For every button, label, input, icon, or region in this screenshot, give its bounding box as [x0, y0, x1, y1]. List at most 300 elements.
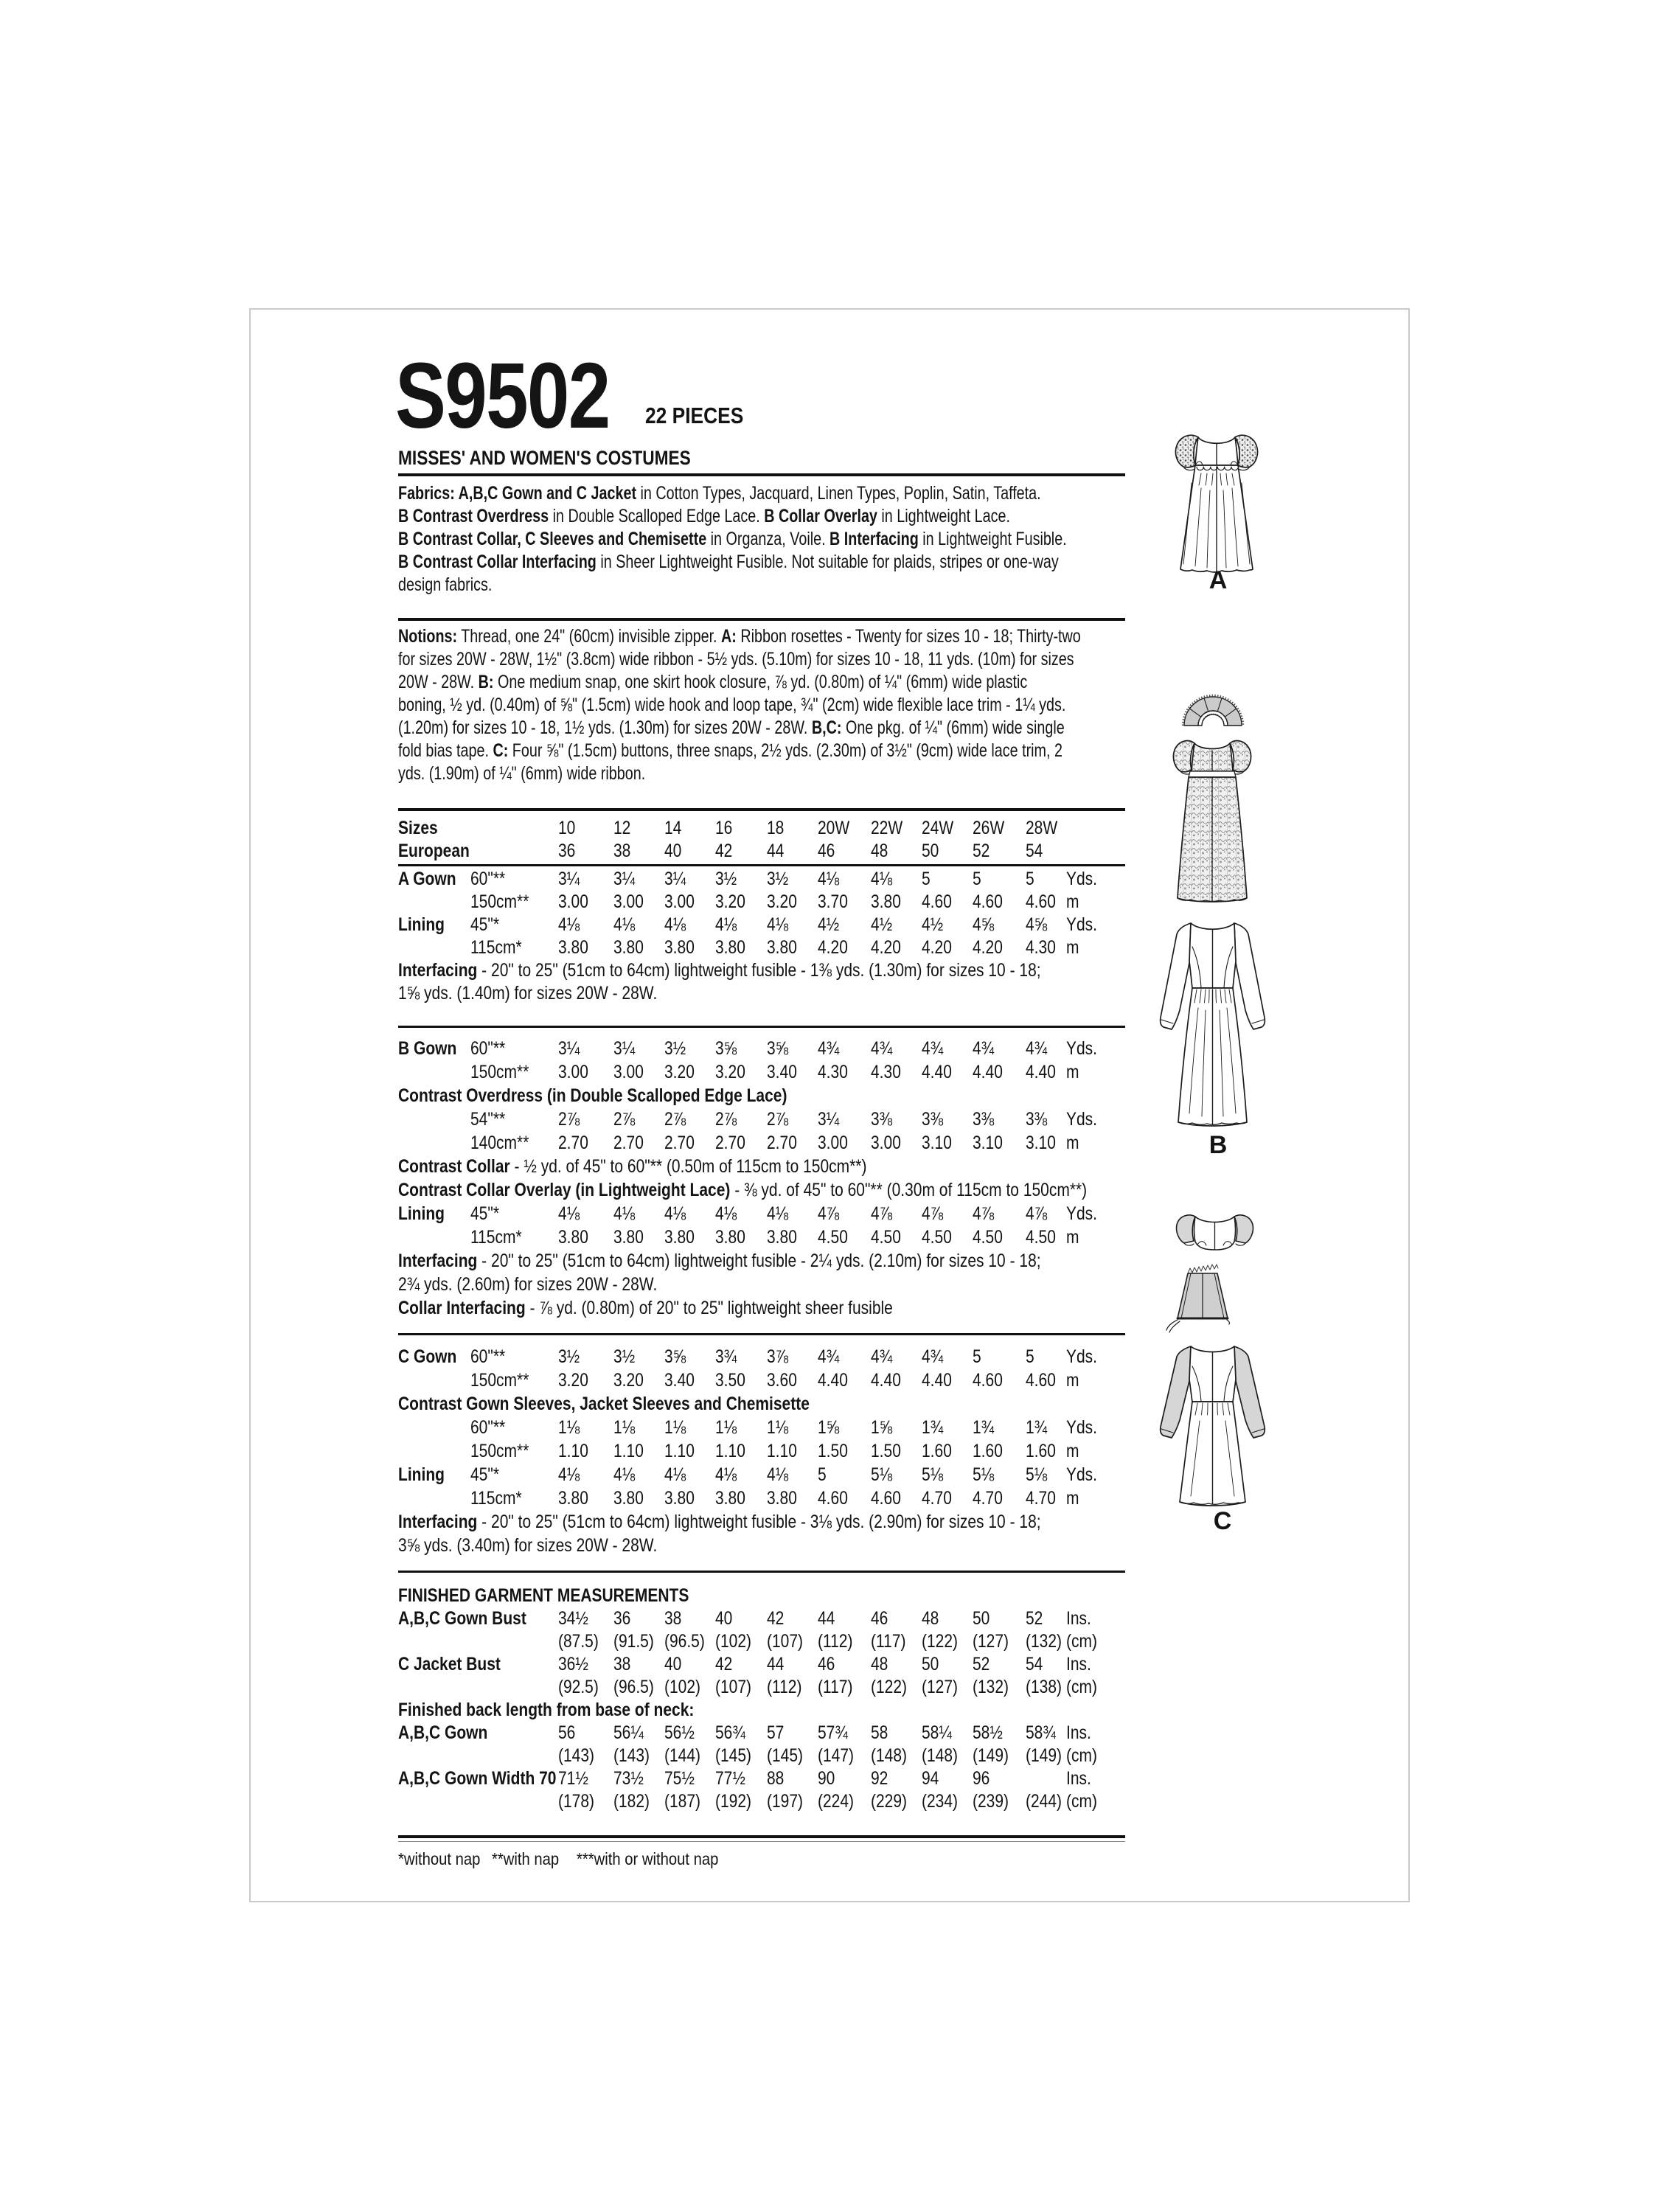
yardage-value: 4.60: [818, 1488, 848, 1509]
row-label: A,B,C Gown Width 70: [398, 1768, 557, 1789]
yardage-value: 4.20: [922, 937, 952, 958]
text-segment: - 20" to 25" (51cm to 64cm) lightweight fusible - 2¼ yds. (2.10m) for sizes 10 - 18;: [477, 1251, 1041, 1271]
table-note: [398, 1249, 1041, 1273]
yardage-value: 3⅞: [767, 1346, 789, 1367]
table-heading-row: [398, 1699, 1128, 1722]
divider: [398, 1571, 1125, 1573]
yardage-value: 4⅞: [871, 1203, 893, 1224]
yardage-value: (192): [715, 1791, 752, 1812]
yardage-value: 4⅞: [1026, 1203, 1048, 1224]
yardage-value: 3.50: [715, 1370, 745, 1391]
yardage-value: (107): [715, 1677, 752, 1697]
table-note: [398, 1178, 1088, 1202]
yardage-row: [398, 1463, 1128, 1486]
pieces-count: 22 PIECES: [645, 403, 744, 428]
yardage-value: 5: [818, 1464, 827, 1485]
unit-label: (cm): [1066, 1631, 1097, 1652]
unit-label: m: [1066, 1133, 1079, 1153]
yardage-value: 36½: [558, 1654, 588, 1674]
yardage-value: 4.40: [818, 1370, 848, 1391]
yardage-value: (182): [613, 1791, 650, 1812]
unit-label: Yds.: [1066, 869, 1098, 889]
yardage-value: 46: [818, 841, 835, 861]
text-segment: B Contrast Overdress: [398, 506, 549, 526]
yardage-value: (92.5): [558, 1677, 599, 1697]
yardage-value: 46: [871, 1608, 888, 1629]
yardage-section-a: [398, 868, 1128, 1005]
yardage-value: (87.5): [558, 1631, 599, 1652]
yardage-value: (122): [922, 1631, 959, 1652]
text-segment: for sizes 20W - 28W, 1½" (3.8cm) wide ribbon - 5½ yds. (5.10m) for sizes 10 - 18, 11 yds. (10m) for sizes: [398, 649, 1074, 669]
unit-label: m: [1066, 1370, 1079, 1391]
paragraph-line: [398, 648, 1081, 671]
yardage-row: [398, 1368, 1128, 1392]
yardage-value: 3.40: [664, 1370, 695, 1391]
yardage-value: 5⅛: [1026, 1464, 1048, 1485]
text-segment: A:: [721, 626, 737, 647]
illustration-contrast-collar-b: [1181, 691, 1245, 729]
table-note: [398, 982, 1009, 1005]
yardage-value: 90: [818, 1768, 835, 1789]
yardage-value: 4.30: [1026, 937, 1056, 958]
divider: [398, 1026, 1125, 1028]
text-segment: One pkg. of ¼" (6mm) wide single: [841, 717, 1065, 738]
yardage-value: (197): [767, 1791, 804, 1812]
text-segment: Interfacing: [398, 960, 478, 981]
yardage-value: 58: [871, 1722, 888, 1743]
yardage-value: (143): [613, 1745, 650, 1766]
yardage-value: 3.20: [613, 1370, 644, 1391]
yardage-value: 4.60: [973, 1370, 1003, 1391]
yardage-value: 71½: [558, 1768, 588, 1789]
yardage-value: 3½: [767, 869, 789, 889]
yardage-value: (229): [871, 1791, 908, 1812]
yardage-value: 48: [871, 1654, 888, 1674]
text-segment: Thread, one 24" (60cm) invisible zipper.: [457, 626, 722, 647]
illustration-gown-b-back-view: [1155, 916, 1270, 1130]
yardage-value: 36: [558, 841, 576, 861]
yardage-value: 4⅛: [664, 914, 686, 935]
yardage-value: 1.60: [1026, 1441, 1056, 1461]
yardage-value: 3.00: [558, 891, 588, 912]
yardage-value: 58½: [973, 1722, 1003, 1743]
yardage-value: (91.5): [613, 1631, 654, 1652]
yardage-value: 3.20: [715, 891, 745, 912]
yardage-value: 4⅛: [767, 914, 789, 935]
paragraph-line: [398, 740, 1081, 762]
yardage-value: 52: [973, 1654, 990, 1674]
yardage-value: (144): [664, 1745, 701, 1766]
yardage-value: 56: [558, 1722, 576, 1743]
yardage-value: 28W: [1026, 818, 1058, 838]
text-segment: Ribbon rosettes - Twenty for sizes 10 - 18; Thirty-two: [736, 626, 1081, 647]
yardage-value: 5⅛: [973, 1464, 995, 1485]
yardage-value: 4½: [871, 914, 893, 935]
paragraph-line: [398, 717, 1081, 740]
width-label: 150cm**: [470, 1370, 529, 1391]
text-segment: 20W - 28W.: [398, 672, 479, 692]
text-segment: B Contrast Collar Interfacing: [398, 552, 597, 572]
width-label: 60"**: [470, 1038, 506, 1059]
yardage-value: 96: [973, 1768, 990, 1789]
yardage-value: 1⅛: [613, 1417, 636, 1438]
yardage-row: [398, 840, 1128, 863]
yardage-value: 5: [922, 869, 931, 889]
yardage-value: (149): [1026, 1745, 1062, 1766]
yardage-value: 4⅛: [664, 1464, 686, 1485]
table-note: [398, 1510, 1041, 1534]
unit-label: m: [1066, 1441, 1079, 1461]
yardage-value: (148): [922, 1745, 959, 1766]
yardage-value: (112): [818, 1631, 853, 1652]
yardage-value: 52: [1026, 1608, 1043, 1629]
yardage-value: 4.40: [973, 1062, 1003, 1082]
table-text-row: [398, 1178, 1128, 1202]
yardage-value: 48: [922, 1608, 939, 1629]
yardage-row: [398, 1767, 1128, 1790]
yardage-value: (96.5): [613, 1677, 654, 1697]
yardage-row: [398, 1107, 1128, 1131]
width-label: 60"**: [470, 869, 506, 889]
yardage-value: 92: [871, 1768, 888, 1789]
yardage-value: (102): [715, 1631, 752, 1652]
unit-label: Yds.: [1066, 1038, 1098, 1059]
yardage-value: 44: [767, 841, 785, 861]
yardage-value: 4¾: [922, 1038, 944, 1059]
paragraph-line: [398, 574, 1067, 597]
yardage-value: 4.20: [973, 937, 1003, 958]
table-section-heading: FINISHED GARMENT MEASUREMENTS: [398, 1585, 689, 1606]
divider: [398, 1835, 1125, 1838]
yardage-value: 3.00: [818, 1133, 848, 1153]
yardage-value: 4¾: [818, 1038, 840, 1059]
text-segment: in Cotton Types, Jacquard, Linen Types, Poplin, Satin, Taffeta.: [636, 483, 1041, 504]
nap-footnote: **with nap: [492, 1849, 560, 1868]
yardage-value: 36: [613, 1608, 631, 1629]
yardage-value: 1¾: [973, 1417, 995, 1438]
yardage-value: 1.10: [558, 1441, 588, 1461]
yardage-value: 3⅜: [1026, 1109, 1048, 1130]
yardage-value: (143): [558, 1745, 595, 1766]
yardage-value: 4⅛: [715, 1464, 737, 1485]
row-label: European: [398, 841, 470, 861]
text-segment: Contrast Collar: [398, 1156, 510, 1177]
yardage-value: (138): [1026, 1677, 1062, 1697]
yardage-value: 38: [613, 841, 631, 861]
text-segment: in Organza, Voile.: [706, 529, 830, 549]
illustration-chemisette-c: [1164, 1262, 1242, 1336]
yardage-value: 4¾: [818, 1346, 840, 1367]
yardage-row: [398, 1439, 1128, 1463]
yardage-value: 34½: [558, 1608, 588, 1629]
yardage-value: 3¼: [558, 1038, 580, 1059]
width-label: 115cm*: [470, 1227, 522, 1248]
yardage-row: [398, 891, 1128, 914]
row-label: C Jacket Bust: [398, 1654, 501, 1674]
width-label: 45"*: [470, 1464, 499, 1485]
width-label: 150cm**: [470, 1441, 529, 1461]
yardage-value: 26W: [973, 818, 1005, 838]
text-segment: Interfacing: [398, 1251, 478, 1271]
yardage-value: 10: [558, 818, 576, 838]
yardage-value: 4.40: [922, 1370, 952, 1391]
yardage-value: 4.20: [871, 937, 901, 958]
yardage-value: (224): [818, 1791, 855, 1812]
paragraph-line: [398, 694, 1081, 717]
yardage-value: 4.60: [1026, 891, 1056, 912]
text-segment: B:: [478, 672, 494, 692]
text-segment: yds. (1.90m) of ¼" (6mm) wide ribbon.: [398, 763, 646, 784]
paragraph-line: [398, 762, 1081, 785]
finished-measurements-table: [398, 1585, 1128, 1813]
unit-label: Yds.: [1066, 1203, 1098, 1224]
yardage-value: 3⅝: [715, 1038, 737, 1059]
yardage-value: (145): [715, 1745, 752, 1766]
yardage-value: 1¾: [922, 1417, 944, 1438]
text-segment: 2¾ yds. (2.60m) for sizes 20W - 28W.: [398, 1274, 658, 1295]
yardage-value: (234): [922, 1791, 959, 1812]
table-note: [398, 1273, 1009, 1296]
text-segment: Interfacing: [398, 1512, 478, 1532]
yardage-value: 4.40: [871, 1370, 901, 1391]
yardage-value: 4.50: [1026, 1227, 1056, 1248]
yardage-value: 77½: [715, 1768, 745, 1789]
yardage-value: 4.60: [1026, 1370, 1056, 1391]
yardage-value: 3.80: [558, 1488, 588, 1509]
yardage-value: (244): [1026, 1791, 1062, 1812]
yardage-value: 4.40: [922, 1062, 952, 1082]
yardage-row: [398, 1790, 1128, 1813]
unit-label: (cm): [1066, 1745, 1097, 1766]
table-text-row: [398, 959, 1128, 982]
notions-paragraph: [398, 625, 1262, 785]
yardage-value: 4.50: [922, 1227, 952, 1248]
unit-label: Ins.: [1066, 1654, 1091, 1674]
unit-label: Yds.: [1066, 1109, 1098, 1130]
text-segment: in Double Scalloped Edge Lace.: [549, 506, 765, 526]
yardage-value: 42: [767, 1608, 785, 1629]
yardage-row: [398, 1225, 1128, 1249]
table-note: [398, 1155, 1009, 1178]
yardage-value: 3.80: [715, 937, 745, 958]
yardage-value: 3.10: [973, 1133, 1003, 1153]
yardage-value: (102): [664, 1677, 701, 1697]
yardage-value: 1.50: [871, 1441, 901, 1461]
yardage-value: 3½: [664, 1038, 686, 1059]
divider: [398, 1333, 1125, 1335]
yardage-value: 3.80: [613, 937, 644, 958]
paragraph-line: [398, 551, 1067, 574]
yardage-value: 2⅞: [558, 1109, 580, 1130]
yardage-value: 42: [715, 841, 733, 861]
text-segment: - 20" to 25" (51cm to 64cm) lightweight fusible - 3⅛ yds. (2.90m) for sizes 10 - 18;: [477, 1512, 1041, 1532]
yardage-value: 2.70: [664, 1133, 695, 1153]
unit-label: m: [1066, 937, 1079, 958]
nap-footnote: *without nap: [398, 1849, 481, 1868]
yardage-value: 1¾: [1026, 1417, 1048, 1438]
yardage-value: (147): [818, 1745, 855, 1766]
yardage-row: [398, 1486, 1128, 1510]
yardage-value: 4⅛: [818, 869, 840, 889]
yardage-value: 4⅛: [558, 1464, 580, 1485]
illustration-jacket-c: [1172, 1209, 1257, 1255]
paragraph-line: [398, 671, 1081, 694]
yardage-value: 48: [871, 841, 888, 861]
yardage-value: (239): [973, 1791, 1009, 1812]
divider: [398, 864, 1125, 866]
yardage-value: 14: [664, 818, 682, 838]
row-label: A,B,C Gown Bust: [398, 1608, 526, 1629]
width-label: 45"*: [470, 1203, 499, 1224]
yardage-value: 3½: [558, 1346, 580, 1367]
yardage-value: 4.50: [973, 1227, 1003, 1248]
yardage-value: 3.00: [613, 891, 644, 912]
yardage-value: 3.80: [613, 1227, 644, 1248]
yardage-value: (127): [922, 1677, 959, 1697]
text-segment: B Contrast Collar, C Sleeves and Chemisette: [398, 529, 707, 549]
yardage-value: 38: [613, 1654, 631, 1674]
text-segment: 3⅝ yds. (3.40m) for sizes 20W - 28W.: [398, 1535, 658, 1556]
yardage-section-b: [398, 1037, 1128, 1320]
text-segment: fold bias tape.: [398, 740, 493, 761]
yardage-value: 56¾: [715, 1722, 745, 1743]
illustration-gown-c-back-view: [1155, 1340, 1270, 1508]
yardage-value: 1.50: [818, 1441, 848, 1461]
yardage-value: (117): [818, 1677, 853, 1697]
yardage-value: 3.80: [715, 1227, 745, 1248]
yardage-value: 4.20: [818, 937, 848, 958]
yardage-value: 3.20: [664, 1062, 695, 1082]
yardage-value: 3.60: [767, 1370, 797, 1391]
paragraph-line: [398, 482, 1067, 505]
yardage-value: 46: [818, 1654, 835, 1674]
yardage-value: 3.10: [922, 1133, 952, 1153]
yardage-value: (112): [767, 1677, 802, 1697]
yardage-value: 2.70: [767, 1133, 797, 1153]
yardage-value: 4.30: [871, 1062, 901, 1082]
table-text-row: [398, 982, 1128, 1005]
table-section-heading: Contrast Gown Sleeves, Jacket Sleeves and Chemisette: [398, 1394, 810, 1414]
unit-label: Yds.: [1066, 1417, 1098, 1438]
paragraph-line: [398, 625, 1081, 648]
yardage-value: 18: [767, 818, 785, 838]
unit-label: m: [1066, 891, 1079, 912]
yardage-value: 4.60: [973, 891, 1003, 912]
text-segment: - ⅜ yd. of 45" to 60"** (0.30m of 115cm to 150cm**): [730, 1180, 1088, 1200]
yardage-value: 4⅛: [715, 914, 737, 935]
yardage-row: [398, 1607, 1128, 1630]
text-segment: C:: [493, 740, 509, 761]
yardage-value: 42: [715, 1654, 733, 1674]
yardage-value: (178): [558, 1791, 595, 1812]
view-label-b: B: [1208, 1131, 1228, 1159]
yardage-value: 50: [973, 1608, 990, 1629]
yardage-value: 44: [767, 1654, 785, 1674]
text-segment: Fabrics: A,B,C Gown and C Jacket: [398, 483, 637, 504]
width-label: 140cm**: [470, 1133, 529, 1153]
unit-label: (cm): [1066, 1677, 1097, 1697]
yardage-value: 3.80: [664, 1227, 695, 1248]
yardage-value: 54: [1026, 1654, 1043, 1674]
yardage-value: 4⅛: [613, 1464, 636, 1485]
width-label: 60"**: [470, 1417, 506, 1438]
yardage-value: 3.80: [558, 937, 588, 958]
text-segment: in Lightweight Fusible.: [918, 529, 1067, 549]
nap-footnotes: [398, 1849, 1128, 1871]
yardage-value: 4¾: [922, 1346, 944, 1367]
yardage-value: 58¼: [922, 1722, 952, 1743]
yardage-value: (148): [871, 1745, 908, 1766]
yardage-value: 4⅝: [973, 914, 995, 935]
yardage-value: 73½: [613, 1768, 644, 1789]
yardage-value: 3⅜: [871, 1109, 893, 1130]
yardage-value: (96.5): [664, 1631, 705, 1652]
view-label-c: C: [1213, 1507, 1232, 1535]
text-segment: Collar Interfacing: [398, 1298, 526, 1318]
table-text-row: [398, 1296, 1128, 1320]
yardage-value: 3⅝: [664, 1346, 686, 1367]
yardage-value: 1⅛: [664, 1417, 686, 1438]
yardage-value: 94: [922, 1768, 939, 1789]
table-text-row: [398, 1534, 1128, 1557]
pattern-number: S9502: [395, 344, 610, 448]
yardage-value: 1.10: [767, 1441, 797, 1461]
yardage-value: 4⅛: [767, 1464, 789, 1485]
yardage-value: 44: [818, 1608, 835, 1629]
text-segment: - ½ yd. of 45" to 60"** (0.50m of 115cm to 150cm**): [509, 1156, 867, 1177]
yardage-value: 4⅛: [558, 1203, 580, 1224]
yardage-value: (122): [871, 1677, 908, 1697]
yardage-value: 3.70: [818, 891, 848, 912]
row-label: Lining: [398, 914, 445, 935]
yardage-value: 3¼: [613, 869, 636, 889]
yardage-value: 3.00: [664, 891, 695, 912]
yardage-value: 3½: [613, 1346, 636, 1367]
yardage-value: 24W: [922, 818, 954, 838]
unit-label: (cm): [1066, 1791, 1097, 1812]
yardage-value: 4¾: [1026, 1038, 1048, 1059]
text-segment: 1⅝ yds. (1.40m) for sizes 20W - 28W.: [398, 983, 658, 1004]
text-segment: Four ⅝" (1.5cm) buttons, three snaps, 2½ yds. (2.30m) of 3½" (9cm) wide lace trim, 2: [508, 740, 1062, 761]
yardage-row: [398, 1653, 1128, 1676]
divider: [398, 618, 1125, 621]
table-text-row: [398, 1273, 1128, 1296]
table-heading-row: [398, 1392, 1128, 1416]
yardage-row: [398, 936, 1128, 959]
yardage-value: 4.60: [871, 1488, 901, 1509]
yardage-value: 2.70: [558, 1133, 588, 1153]
yardage-value: (149): [973, 1745, 1009, 1766]
paragraph-line: [398, 505, 1067, 528]
yardage-value: 5: [1026, 869, 1034, 889]
yardage-value: 3.10: [1026, 1133, 1056, 1153]
yardage-value: 4⅝: [1026, 914, 1048, 935]
yardage-value: 3.00: [558, 1062, 588, 1082]
text-segment: One medium snap, one skirt hook closure, ⅞ yd. (0.80m) of ¼" (6mm) wide plastic: [493, 672, 1028, 692]
text-segment: B Interfacing: [830, 529, 919, 549]
yardage-value: 3⅜: [973, 1109, 995, 1130]
yardage-value: 1⅛: [558, 1417, 580, 1438]
yardage-value: 4⅛: [767, 1203, 789, 1224]
yardage-row: [398, 1345, 1128, 1368]
yardage-value: 3.80: [664, 937, 695, 958]
yardage-row: [398, 1037, 1128, 1060]
yardage-value: (132): [973, 1677, 1009, 1697]
paragraph-line: [398, 528, 1067, 551]
yardage-value: 5⅛: [871, 1464, 893, 1485]
width-label: 45"*: [470, 914, 499, 935]
yardage-value: 3⅝: [767, 1038, 789, 1059]
